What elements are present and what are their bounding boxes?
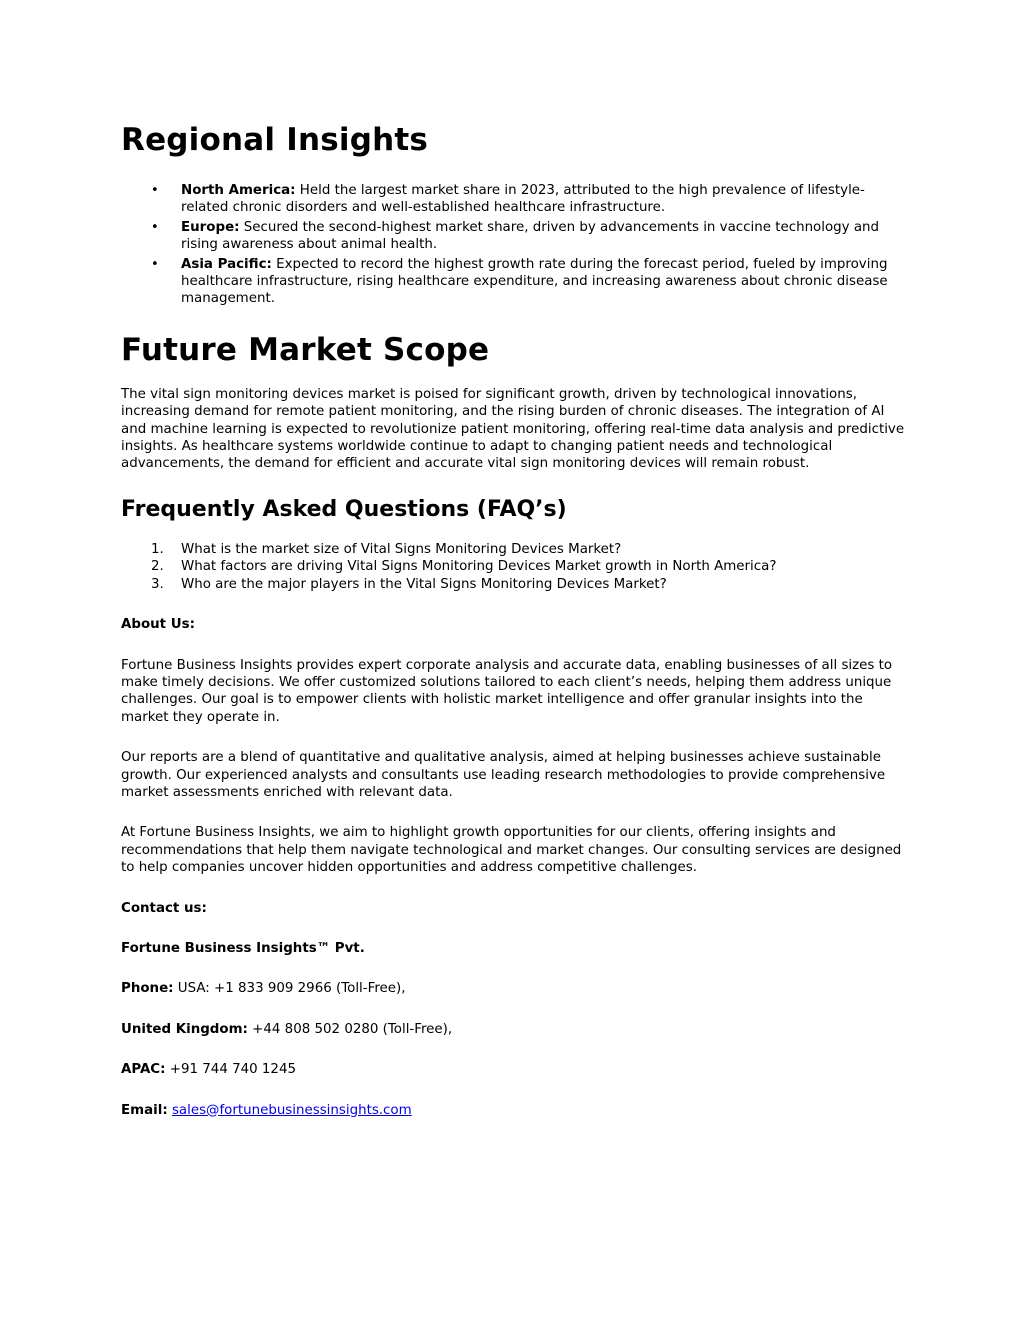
bullet-icon: •: [151, 183, 159, 198]
faq-item: [121, 558, 911, 575]
faq-question: Who are the major players in the Vital Signs Monitoring Devices Market?: [181, 576, 667, 592]
faq-heading: Frequently Asked Questions (FAQ’s): [121, 496, 567, 522]
bullet-icon: •: [151, 219, 159, 235]
uk-label: United Kingdom:: [121, 1021, 248, 1037]
uk-value: +44 808 502 0280 (Toll-Free),: [252, 1021, 453, 1037]
faq-number: 2.: [151, 559, 164, 575]
faq-list: [121, 541, 911, 593]
regional-insights-heading: Regional Insights: [121, 122, 429, 158]
phone-value: USA: +1 833 909 2966 (Toll-Free),: [177, 981, 406, 997]
region-text: Expected to record the highest growth rate during the forecast period, fueled by improving healthcare infrastructure, rising healthcare expenditure, and increasing awareness about chronic disease management.: [181, 256, 888, 307]
email-line: [121, 1102, 911, 1119]
about-us-heading: About Us:: [121, 617, 195, 633]
about-paragraph: Fortune Business Insights provides expert corporate analysis and accurate data, enabling businesses of all sizes to make timely decisions. We offer customized solutions tailored to each client’s needs, helping them address unique challenges. Our goal is to empower clients with holistic market intelligence and offer granular insights into the market they operate in.: [121, 657, 893, 725]
apac-value: +91 744 740 1245: [169, 1062, 296, 1078]
about-paragraph: At Fortune Business Insights, we aim to highlight growth opportunities for our clients, offering insights and recommendations that help them navigate technological and market changes. Our consulting services are designed to help companies uncover hidden opportunities and address competitive challenges.: [121, 825, 902, 876]
faq-question: What factors are driving Vital Signs Monitoring Devices Market growth in North America?: [181, 559, 777, 575]
apac-label: APAC:: [121, 1062, 166, 1078]
future-scope-paragraph: The vital sign monitoring devices market is poised for significant growth, driven by technological innovations, increasing demand for remote patient monitoring, and the rising burden of chronic diseases. The integration of AI and machine learning is expected to revolutionize patient monitoring, offering real-time data analysis and predictive insights. As healthcare systems worldwide continue to adapt to changing patient needs and technological advancements, the demand for efficient and accurate vital sign monitoring devices will remain robust.: [121, 386, 905, 472]
phone-label: Phone:: [121, 981, 174, 997]
faq-question: What is the market size of Vital Signs Monitoring Devices Market?: [181, 541, 622, 557]
region-label: Asia Pacific:: [181, 256, 272, 272]
phone-line: [121, 980, 911, 997]
regional-list: [121, 182, 911, 308]
future-market-scope-heading: Future Market Scope: [121, 331, 490, 368]
faq-item: [121, 541, 911, 558]
faq-item: [121, 576, 911, 593]
about-paragraph: Our reports are a blend of quantitative and qualitative analysis, aimed at helping businesses achieve sustainable growth. Our experienced analysts and consultants use leading research methodologies to provide comprehensive market assessments enriched with relevant data.: [121, 750, 886, 800]
list-item-north-america: [121, 182, 911, 217]
company-name: Fortune Business Insights™ Pvt.: [121, 940, 365, 956]
region-label: Europe:: [181, 219, 240, 235]
region-text: Held the largest market share in 2023, attributed to the high prevalence of lifestyle-related chronic disorders and well-established healthcare infrastructure.: [181, 183, 865, 216]
contact-us-heading: Contact us:: [121, 900, 207, 916]
faq-number: 1.: [151, 541, 164, 557]
email-label: Email:: [121, 1102, 168, 1118]
bullet-icon: •: [151, 256, 159, 272]
uk-line: [121, 1021, 911, 1038]
faq-number: 3.: [151, 576, 164, 592]
apac-line: [121, 1061, 911, 1078]
region-text: Secured the second-highest market share, driven by advancements in vaccine technology and rising awareness about animal health.: [181, 219, 880, 253]
list-item-asia-pacific: [121, 256, 911, 308]
list-item-europe: [121, 219, 911, 254]
email-link[interactable]: sales@fortunebusinessinsights.com: [171, 1102, 412, 1118]
region-label: North America:: [181, 183, 296, 198]
document-page: [121, 120, 911, 1119]
